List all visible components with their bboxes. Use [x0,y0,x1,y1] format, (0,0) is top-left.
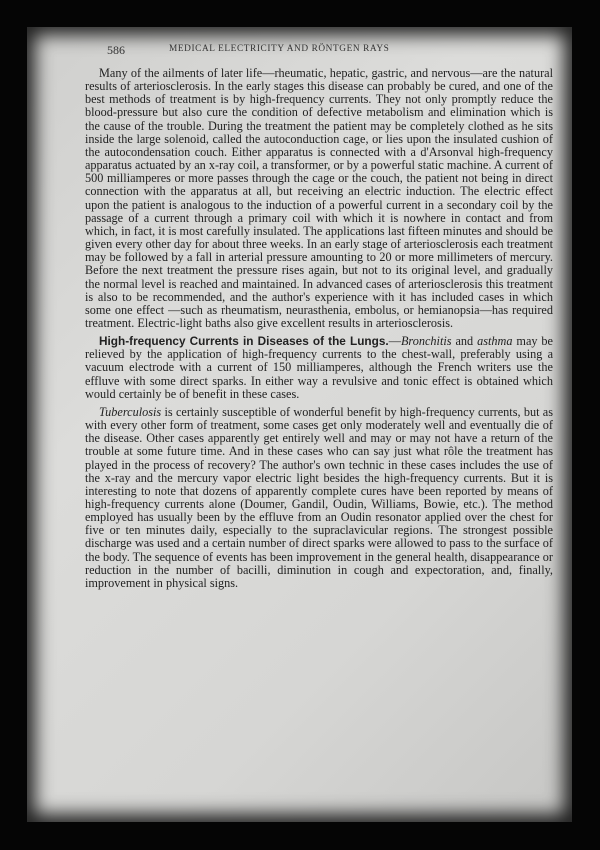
term-bronchitis: Bronchitis [400,334,452,349]
book-page [27,27,572,822]
section-heading: High-frequency Currents in Diseases of the Lungs. [99,334,389,349]
paragraph-arteriosclerosis: Many of the ailments of later life—rheumatic, hepatic, gastric, and nervous—are the natural results of arteriosclerosis. In the early stages this disease can probably be cured, and one of the best methods of treatment is by high-frequency currents. They not only promptly reduce the blood-pressure but also cure the condition of defective metabolism and elimination which is the cause of the trouble. During the treatment the patient may be completely clothed as he sits inside the large solenoid, called the autoconduction cage, or lies upon the insulated cushion of the autocondensation couch. Either apparatus is connected with a d'Arsonval high-frequency apparatus actuated by an x-ray coil, a transformer, or by a powerful static machine. A current of 500 milliamperes or more passes through the cage or the couch, the patient not being in direct connection with the apparatus at all, but receiving an electric induction. The electric effect upon the patient is analogous to the induction of a powerful current in a secondary coil by the passage of a current through a primary coil with which it is nowhere in contact and from which, in fact, it is most carefully insulated. The applications last fifteen minutes and should be given every other day for about three weeks. In an early stage of arteriosclerosis each treatment may be followed by a fall in arterial pressure amounting to 20 or more millimeters of mercury. Before the next treatment the pressure rises again, but not to its original level, and gradually the normal level is reached and maintained. In advanced cases of arteriosclerosis this treatment is also to be recommended, and the author's experience with it has included cases in which some one effect —such as rheumatism, neurasthenia, embolus, or hemianopsia—has required treatment. Electric-light baths also give excellent results in arteriosclerosis. [85,66,553,330]
term-asthma: asthma [477,334,513,349]
conjunction: and [451,334,478,349]
page-header [85,43,553,61]
paragraph-tuberculosis [85,406,553,590]
paragraph-lungs-text: may be relieved by the application of high-frequency currents to the chest-wall, preferably using a vacuum electrode with a current of 150 milliamperes, although the French writers use the effluve with some direct sparks. In either way a revulsive and tonic effect is obtained which would certainly be of benefit in these cases. [85,334,553,401]
page-content [85,43,553,590]
term-tuberculosis: Tuberculosis [99,404,162,419]
page-number: 586 [107,43,125,57]
paragraph-tuberculosis-text: is certainly susceptible of wonderful benefit by high-frequency currents, but as with every other form of treatment, some cases get only moderately well and eventually die of the disease. Other cases apparently get entirely well and may or may not have a return of the trouble at some future time. And in these cases who can say just what rôle the treatment has played in the process of recovery? The author's own technic in these cases includes the use of the x-ray and the mercury vapor electric light besides the high-frequency currents. But it is interesting to note that dozens of apparently complete cures have been reported by means of high-frequency currents alone (Doumer, Gandil, Oudin, Williams, Bowie, etc.). The method employed has usually been by the effluve from an Oudin resonator applied over the chest for five or ten minutes daily, especially to the supraclavicular regions. The strongest possible discharge was used and a certain number of direct sparks were allowed to pass to the surface of the body. The sequence of events has been improvement in the general health, disappearance or reduction in the number of bacilli, diminution in cough and expectoration, and, finally, improvement in physical signs. [85,404,553,590]
heading-dash: — [388,334,401,349]
running-head: MEDICAL ELECTRICITY AND RÖNTGEN RAYS [169,44,390,54]
paragraph-lungs [85,335,553,401]
